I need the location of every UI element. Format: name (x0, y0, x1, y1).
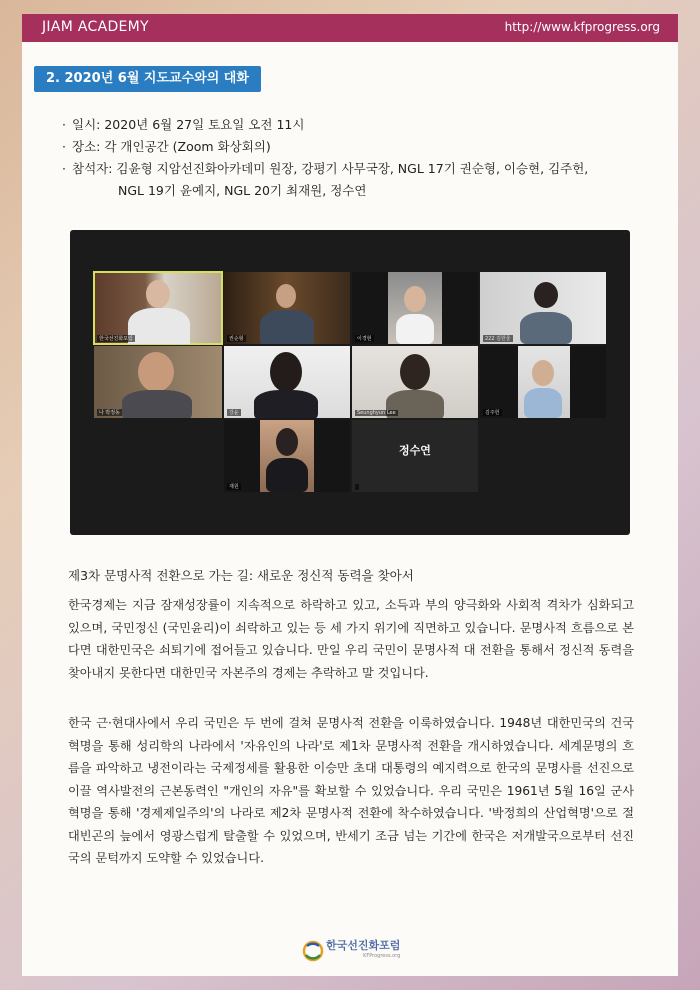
header-bar (22, 14, 678, 42)
video-tile: 이경현 (352, 272, 478, 344)
info-place: · 장소: 각 개인공간 (Zoom 화상회의) (62, 139, 271, 154)
info-date: · 일시: 2020년 6월 27일 토요일 오전 11시 (62, 117, 305, 132)
video-tile: Seunghyun Lee (352, 346, 478, 418)
article-subtitle: 제3차 문명사적 전환으로 가는 길: 새로운 정신적 동력을 찾아서 (68, 568, 414, 583)
video-tile: 강윤 (224, 346, 350, 418)
zoom-meeting-screenshot (70, 230, 630, 535)
video-tile: 나 박정동 (94, 346, 222, 418)
article-paragraph-2: 한국 근·현대사에서 우리 국민은 두 번에 걸쳐 문명사적 전환을 이룩하였습니다. 1948년 대한민국의 건국혁명을 통해 성리학의 나라에서 '자유인의 나라'로 제1차 문명사적 전환을 개시하였습니다. 세계문명의 흐름을 파악하고 냉전이라는 국제정세를 활용한 이승만 초대 대통령의 예지력으로 한국의 문명사를 선진으로 이끌 역사발전의 근본동력인 "개인의 자유"를 확보할 수 있었습니다. 우리 국민은 1961년 5월 16일 군사혁명을 통해 '경제제일주의'의 나라로 제2차 문명사적 전환에 착수하였습니다. '박정희의 산업혁명'으로 절대빈곤의 늪에서 영광스럽게 탈출할 수 있었으며, 반세기 조금 넘는 기간에 한국은 저개발국으로부터 선진국의 문턱까지 도약할 수 있었습니다. (68, 716, 634, 865)
academy-title: JIAM ACADEMY (42, 19, 149, 35)
video-tile: 재원 (224, 420, 350, 492)
info-attendees: · 참석자: 김윤형 지암선진화아카데미 원장, 강평기 사무국장, NGL 17기 권순형, 이승현, 김주헌, (62, 161, 589, 176)
forum-logo (302, 940, 400, 962)
article-paragraph-1: 한국경제는 지금 잠재성장률이 지속적으로 하락하고 있고, 소득과 부의 양극화와 사회적 격차가 심화되고 있으며, 국민정신 (국민윤리)이 쇠락하고 있는 등 세 가지 위기에 직면하고 있습니다. 문명사적 흐름으로 본다면 대한민국은 쇠퇴기에 접어들고 있습니다. 만일 우리 국민이 문명사적 대 전환을 통해서 정신적 동력을 찾아내지 못한다면 대한민국 자본주의 경제는 추락하고 말 것입니다. (68, 598, 634, 680)
video-tile: 권순형 (224, 272, 350, 344)
video-tile: 김주헌 (480, 346, 606, 418)
section-title: 2. 2020년 6월 지도교수와의 대화 (34, 66, 261, 92)
video-tile: 222 김한울 (480, 272, 606, 344)
forum-logo-sub: KFProgress.org (363, 953, 401, 959)
website-url[interactable]: http://www.kfprogress.org (504, 20, 660, 34)
forum-logo-text: 한국선진화포럼 (326, 939, 401, 952)
page (22, 14, 678, 976)
video-tile: 정수연 (352, 420, 478, 492)
forum-logo-icon (302, 940, 324, 962)
info-attendees-cont: NGL 19기 윤예지, NGL 20기 최재원, 정수연 (118, 183, 367, 198)
meeting-info (62, 114, 652, 202)
video-tile: 한국선진화포럼 (94, 272, 222, 344)
